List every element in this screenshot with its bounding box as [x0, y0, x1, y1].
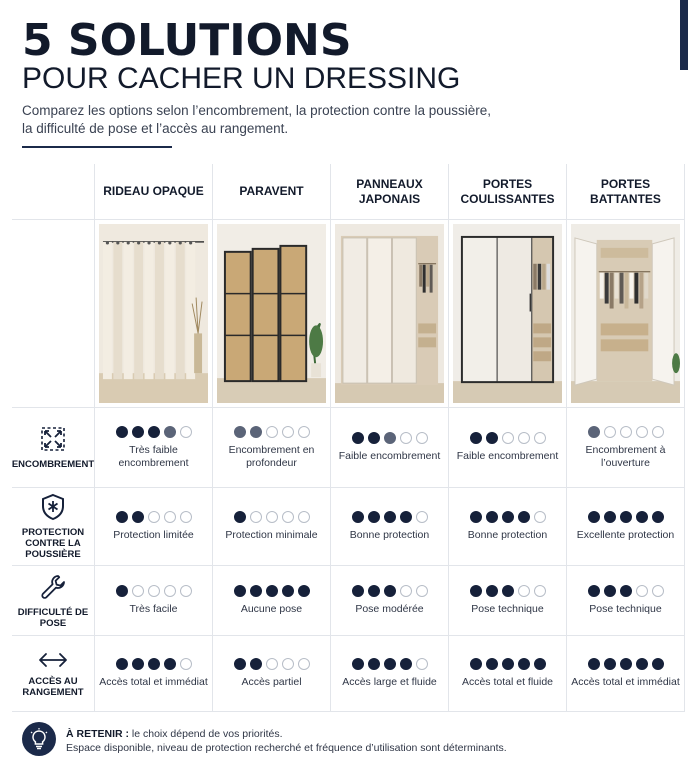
row-header [12, 636, 95, 712]
dressing-photo [571, 224, 680, 403]
rating-dot-partial [250, 426, 262, 438]
rating-dot-filled [282, 585, 294, 597]
rating-dot-filled [470, 432, 482, 444]
rating-dot-partial [384, 432, 396, 444]
column-header-label: PANNEAUX JAPONAIS [356, 176, 423, 206]
rating-text: Pose modérée [355, 603, 424, 615]
rating-dot-filled [620, 585, 632, 597]
rating-cell [95, 488, 213, 566]
rating-dot-empty [416, 585, 428, 597]
rating-dot-filled [470, 658, 482, 670]
rating-dots [470, 511, 546, 523]
rating-dot-filled [132, 426, 144, 438]
rating-dot-empty [266, 511, 278, 523]
expand-arrows-icon [39, 425, 67, 453]
rating-text: Protection minimale [225, 529, 318, 541]
column-header-label: PARAVENT [239, 184, 304, 198]
rating-dot-empty [416, 432, 428, 444]
page-title: 5 SOLUTIONS [22, 15, 352, 66]
rating-dot-filled [368, 511, 380, 523]
column-photo [331, 220, 449, 408]
rating-dot-filled [352, 658, 364, 670]
rating-dots [116, 658, 192, 670]
rating-dot-filled [518, 658, 530, 670]
rating-dot-empty [416, 511, 428, 523]
rating-cell [213, 636, 331, 712]
rating-text: Accès partiel [241, 676, 302, 688]
column-photo [213, 220, 331, 408]
column-header [567, 164, 685, 220]
rating-text: Aucune pose [240, 603, 303, 615]
rating-dot-empty [164, 585, 176, 597]
rating-dot-filled [132, 511, 144, 523]
rating-text: Excellente protection [576, 529, 675, 541]
rating-dot-filled [164, 658, 176, 670]
rating-dot-filled [352, 432, 364, 444]
rating-dot-filled [604, 511, 616, 523]
dressing-photo [99, 224, 208, 403]
row-header-label: ENCOMBREMENT [11, 459, 95, 470]
divider [22, 146, 172, 148]
rating-dot-filled [234, 658, 246, 670]
page-subtitle: POUR CACHER UN DRESSING [22, 62, 461, 95]
wrench-icon [39, 573, 67, 601]
column-photo [567, 220, 685, 408]
rating-dot-filled [604, 585, 616, 597]
rating-cell [567, 566, 685, 636]
rating-dot-empty [164, 511, 176, 523]
rating-text: Accès total et immédiat [99, 676, 208, 688]
rating-dot-empty [416, 658, 428, 670]
rating-dot-empty [518, 585, 530, 597]
rating-dot-empty [534, 511, 546, 523]
rating-text: Faible encombrement [338, 450, 441, 462]
rating-dots [588, 511, 664, 523]
rating-dot-empty [132, 585, 144, 597]
rating-text: Encombrement en profondeur [228, 443, 315, 469]
rating-dot-filled [368, 658, 380, 670]
rating-dots [234, 585, 310, 597]
rating-dot-filled [234, 511, 246, 523]
rating-dot-partial [164, 426, 176, 438]
rating-dot-filled [486, 585, 498, 597]
rating-dots [470, 658, 546, 670]
rating-dot-filled [368, 585, 380, 597]
row-header [12, 488, 95, 566]
column-header-label: PORTES BATTANTES [590, 176, 661, 206]
rating-cell [331, 408, 449, 488]
rating-dots [588, 658, 664, 670]
dressing-photo [335, 224, 444, 403]
dressing-photo [217, 224, 326, 403]
rating-cell [567, 488, 685, 566]
rating-dot-filled [486, 658, 498, 670]
rating-dot-empty [534, 585, 546, 597]
rating-dot-empty [180, 658, 192, 670]
rating-dot-empty [180, 511, 192, 523]
row-header-label: ACCÈS AU RANGEMENT [22, 675, 84, 698]
column-header-label: RIDEAU OPAQUE [103, 184, 204, 198]
rating-cell [331, 488, 449, 566]
rating-cell [95, 566, 213, 636]
rating-cell [331, 636, 449, 712]
corner-photo [12, 220, 95, 408]
rating-dot-filled [368, 432, 380, 444]
rating-dots [234, 511, 310, 523]
rating-text: Accès total et fluide [461, 676, 554, 688]
rating-dot-empty [298, 511, 310, 523]
rating-dot-filled [652, 511, 664, 523]
rating-dot-filled [116, 426, 128, 438]
rating-dot-filled [116, 585, 128, 597]
rating-dot-empty [636, 585, 648, 597]
rating-text: Bonne protection [349, 529, 430, 541]
dressing-photo [453, 224, 562, 403]
rating-dot-filled [588, 658, 600, 670]
rating-dot-filled [652, 658, 664, 670]
rating-text: Très facile [129, 603, 178, 615]
rating-dot-filled [384, 511, 396, 523]
rating-dots [470, 585, 546, 597]
corner-header [12, 164, 95, 220]
rating-dot-empty [148, 585, 160, 597]
rating-cell [213, 566, 331, 636]
rating-dot-filled [636, 511, 648, 523]
intro-line-1: Comparez les options selon l’encombrement, la protection contre la poussière, [22, 103, 491, 118]
rating-dot-filled [298, 585, 310, 597]
rating-dot-filled [470, 585, 482, 597]
rating-dots [470, 432, 546, 444]
rating-dot-filled [502, 585, 514, 597]
rating-cell [449, 636, 567, 712]
rating-dot-filled [116, 658, 128, 670]
rating-dot-empty [180, 426, 192, 438]
rating-text: Bonne protection [467, 529, 548, 541]
row-header-label: PROTECTION CONTRE LA POUSSIÈRE [21, 527, 85, 560]
rating-dot-empty [518, 432, 530, 444]
rating-dot-empty [298, 658, 310, 670]
rating-dot-empty [620, 426, 632, 438]
rating-dot-filled [352, 511, 364, 523]
rating-cell [95, 636, 213, 712]
rating-dot-partial [588, 426, 600, 438]
rating-dot-filled [116, 511, 128, 523]
rating-dot-empty [400, 432, 412, 444]
rating-dots [352, 432, 428, 444]
column-header [95, 164, 213, 220]
rating-text: Très faible encombrement [118, 443, 189, 469]
rating-text: Accès total et immédiat [571, 676, 680, 688]
rating-dot-partial [234, 426, 246, 438]
footer-note [66, 727, 507, 755]
rating-dots [588, 426, 664, 438]
accent-bar [680, 0, 688, 70]
rating-cell [567, 408, 685, 488]
rating-dot-filled [604, 658, 616, 670]
row-header-label: DIFFICULTÉ DE POSE [17, 606, 89, 629]
rating-dot-empty [282, 426, 294, 438]
rating-cell [213, 408, 331, 488]
rating-dots [352, 585, 428, 597]
rating-dot-filled [250, 658, 262, 670]
column-header [449, 164, 567, 220]
rating-dot-filled [352, 585, 364, 597]
shield-icon [40, 493, 66, 521]
rating-text: Encombrement à l’ouverture [585, 443, 666, 469]
rating-cell [213, 488, 331, 566]
rating-dot-empty [400, 585, 412, 597]
rating-cell [449, 488, 567, 566]
lightbulb-icon [22, 722, 56, 756]
rating-dots [116, 426, 192, 438]
rating-dots [234, 658, 310, 670]
rating-dot-filled [384, 585, 396, 597]
rating-dot-empty [250, 511, 262, 523]
rating-text: Faible encombrement [456, 450, 559, 462]
row-header [12, 408, 95, 488]
intro-text [22, 102, 622, 138]
rating-dot-filled [636, 658, 648, 670]
rating-dot-empty [282, 511, 294, 523]
footer-line-2: Espace disponible, niveau de protection recherché et fréquence d’utilisation sont déterminants. [66, 742, 507, 754]
rating-dot-filled [266, 585, 278, 597]
rating-text: Pose technique [471, 603, 544, 615]
rating-dot-filled [486, 511, 498, 523]
rating-dot-filled [148, 658, 160, 670]
rating-dot-filled [502, 511, 514, 523]
rating-dot-filled [384, 658, 396, 670]
rating-dot-filled [620, 511, 632, 523]
rating-dot-empty [282, 658, 294, 670]
rating-dot-filled [234, 585, 246, 597]
footer-line-1: le choix dépend de vos priorités. [129, 728, 283, 740]
rating-cell [331, 566, 449, 636]
rating-dots [116, 511, 192, 523]
rating-dot-filled [148, 426, 160, 438]
rating-cell [95, 408, 213, 488]
rating-dot-filled [518, 511, 530, 523]
rating-dot-empty [180, 585, 192, 597]
rating-dot-filled [588, 585, 600, 597]
rating-text: Protection limitée [113, 529, 194, 541]
rating-dot-empty [266, 426, 278, 438]
comparison-table [12, 164, 684, 712]
rating-dot-empty [604, 426, 616, 438]
column-photo [449, 220, 567, 408]
rating-dot-empty [534, 432, 546, 444]
rating-cell [449, 408, 567, 488]
rating-text: Accès large et fluide [342, 676, 437, 688]
intro-line-2: la difficulté de pose et l’accès au rangement. [22, 121, 289, 136]
rating-dot-filled [400, 658, 412, 670]
rating-dot-empty [652, 585, 664, 597]
rating-dot-filled [132, 658, 144, 670]
column-header [331, 164, 449, 220]
rating-dot-empty [636, 426, 648, 438]
rating-dot-empty [266, 658, 278, 670]
rating-dot-filled [486, 432, 498, 444]
rating-text: Pose technique [589, 603, 662, 615]
rating-dot-filled [620, 658, 632, 670]
footer-bold: À RETENIR : [66, 728, 129, 740]
column-header-label: PORTES COULISSANTES [460, 176, 555, 206]
column-header [213, 164, 331, 220]
rating-dot-empty [298, 426, 310, 438]
rating-dots [352, 658, 428, 670]
rating-dots [116, 585, 192, 597]
rating-cell [567, 636, 685, 712]
rating-dots [352, 511, 428, 523]
rating-dot-filled [588, 511, 600, 523]
rating-dot-empty [652, 426, 664, 438]
rating-dot-filled [250, 585, 262, 597]
rating-dot-filled [534, 658, 546, 670]
rating-cell [449, 566, 567, 636]
column-photo [95, 220, 213, 408]
double-arrow-icon [37, 650, 69, 670]
rating-dot-filled [470, 511, 482, 523]
rating-dot-filled [400, 511, 412, 523]
rating-dots [588, 585, 664, 597]
row-header [12, 566, 95, 636]
rating-dot-filled [502, 658, 514, 670]
rating-dots [234, 426, 310, 438]
rating-dot-empty [148, 511, 160, 523]
rating-dot-empty [502, 432, 514, 444]
